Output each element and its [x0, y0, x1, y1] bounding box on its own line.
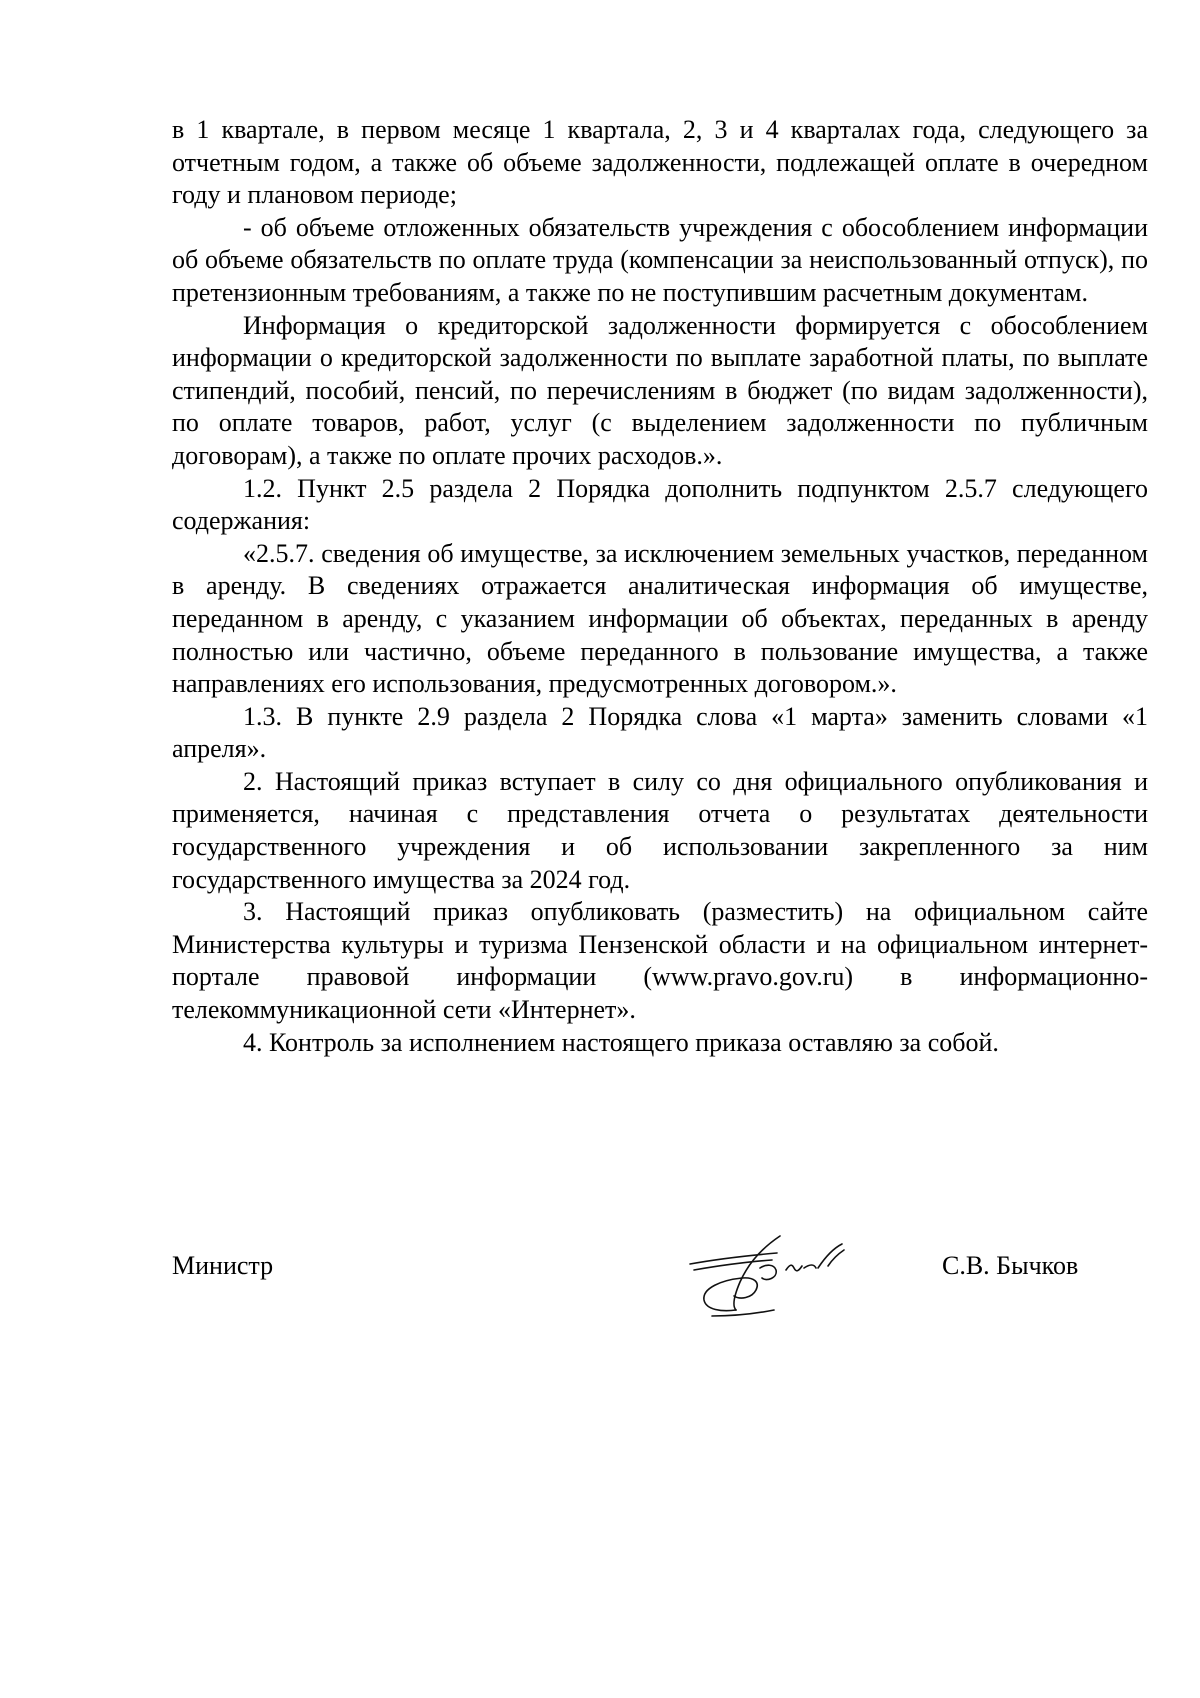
paragraph-item-1-2: 1.2. Пункт 2.5 раздела 2 Порядка дополнить подпунктом 2.5.7 следующего содержания: — [172, 473, 1148, 536]
paragraph-creditor-debt: Информация о кредиторской задолженности формируется с обособлением информации о кредиторской задолженности по выплате заработной платы, по выплате стипендий, пособий, пенсий, по перечислениям в бюджет (по видам задолженности), по оплате товаров, работ, услуг (с выделением задолженности по публичным договорам), а также по оплате прочих расходов.». — [172, 310, 1148, 470]
paragraph-item-2: 2. Настоящий приказ вступает в силу со дня официального опубликования и применяется, начиная с представления отчета о результатах деятельности государственного учреждения и об использовании закрепленного за ним государственного имущества за 2024 год. — [172, 766, 1148, 894]
signature-block — [172, 1240, 1148, 1320]
paragraph-deferred-obligations: - об объеме отложенных обязательств учреждения с обособлением информации об объеме обязательств по оплате труда (компенсации за неиспользованный отпуск), по претензионным требованиям, а также по не поступившим расчетным документам. — [172, 212, 1148, 307]
paragraph-subitem-2-5-7: «2.5.7. сведения об имуществе, за исключением земельных участков, переданном в аренду. В сведениях отражается аналитическая информация об имуществе, переданном в аренду, с указанием информации об объектах, переданных в аренду полностью или частично, объеме переданного в пользование имущества, а также направлениях его использования, предусмотренных договором.». — [172, 538, 1148, 699]
paragraph-item-4: 4. Контроль за исполнением настоящего приказа оставляю за собой. — [243, 1027, 999, 1057]
paragraph-item-1-3: 1.3. В пункте 2.9 раздела 2 Порядка слова «1 марта» заменить словами «1 апреля». — [172, 701, 1148, 764]
position-title: Министр — [172, 1251, 274, 1280]
paragraph-debt-periods: в 1 квартале, в первом месяце 1 квартала, 2, 3 и 4 кварталах года, следующего за отчетным годом, а также об объеме задолженности, подлежащей оплате в очередном году и плановом периоде; — [172, 115, 1148, 210]
signer-name: С.В. Бычков — [942, 1251, 1079, 1280]
paragraph-item-3: 3. Настоящий приказ опубликовать (разместить) на официальном сайте Министерства культуры и туризма Пензенской области и на официальном интернет-портале правовой информации (www.pravo.gov.ru) в информационно-телекоммуникационной сети «Интернет». — [172, 897, 1148, 1025]
handwritten-signature-icon — [682, 1220, 852, 1320]
document-body — [172, 114, 1148, 1059]
